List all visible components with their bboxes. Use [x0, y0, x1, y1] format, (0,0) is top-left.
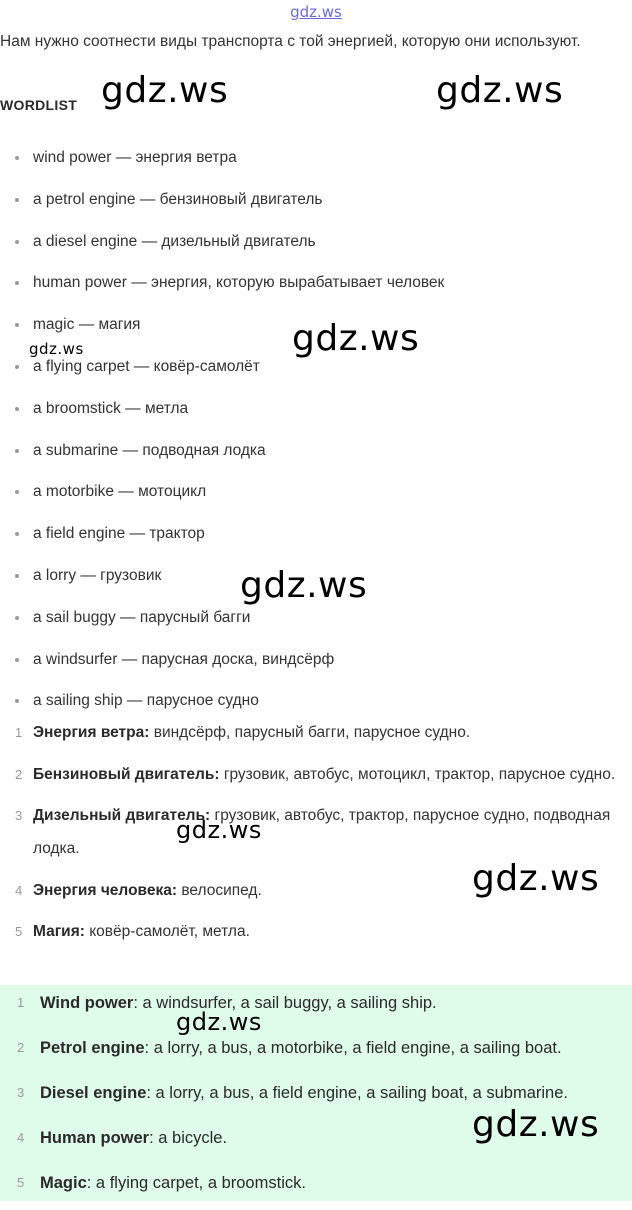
answer-term: Дизельный двигатель: [33, 807, 211, 824]
wordlist-item-text: a field engine — трактор [33, 525, 205, 543]
answer-term: Магия: [33, 923, 85, 940]
bullet-icon [15, 449, 19, 453]
answer-item [0, 1030, 568, 1075]
answer-number: 1 [15, 725, 23, 740]
watermark: gdz.ws [436, 70, 564, 111]
watermark: gdz.ws [176, 816, 262, 844]
answer-item [0, 758, 625, 791]
bullet-icon [15, 574, 19, 578]
wordlist-item [0, 555, 444, 597]
answer-item [0, 915, 625, 948]
wordlist-item-text: a submarine — подводная лодка [33, 441, 266, 459]
watermark: gdz.ws [176, 1008, 262, 1036]
wordlist-item [0, 513, 444, 555]
watermark: gdz.ws [101, 70, 229, 111]
answer-term: Petrol engine [40, 1039, 145, 1057]
wordlist-item-text: human power — энергия, которую вырабатывает человек [33, 274, 445, 292]
wordlist-item-text: magic — магия [33, 316, 141, 334]
answer-text: : a bicycle. [149, 1129, 228, 1147]
wordlist-item [0, 597, 444, 639]
wordlist-item [0, 262, 444, 304]
answer-text: : a flying carpet, a broomstick. [86, 1174, 306, 1192]
answer-text: : a lorry, a bus, a field engine, a sailing boat, a submarine. [146, 1084, 568, 1102]
answer-term: Бензиновый двигатель: [33, 765, 220, 783]
russian-answer-list [0, 716, 625, 957]
bullet-icon [15, 198, 19, 202]
answer-number: 3 [15, 808, 23, 823]
watermark: gdz.ws [292, 318, 420, 359]
watermark: gdz.ws [472, 858, 600, 899]
wordlist-item [0, 471, 444, 513]
answer-item [0, 985, 568, 1030]
answer-number: 4 [17, 1130, 25, 1145]
site-link[interactable]: gdz.ws [290, 3, 342, 21]
answer-term: Энергия человека: [33, 881, 178, 899]
english-answer-list [0, 985, 568, 1210]
watermark: gdz.ws [240, 565, 368, 606]
bullet-icon [15, 532, 19, 536]
bullet-icon [15, 323, 19, 327]
watermark: gdz.ws [29, 340, 84, 358]
answer-number: 5 [17, 1175, 25, 1190]
bullet-icon [15, 616, 19, 620]
answer-text: грузовик, автобус, мотоцикл, трактор, парусное судно. [219, 765, 616, 783]
bullet-icon [15, 490, 19, 494]
answer-term: Diesel engine [40, 1084, 147, 1102]
wordlist-item-text: a lorry — грузовик [33, 566, 162, 584]
wordlist-item-text: a sailing ship — парусное судно [33, 692, 259, 710]
answer-item [0, 799, 625, 865]
intro-text: Нам нужно соотнести виды транспорта с той энергией, которую они используют. [0, 33, 581, 50]
answer-text: ковёр-самолёт, метла. [84, 923, 250, 940]
wordlist-item [0, 179, 444, 221]
answer-item [0, 716, 625, 749]
wordlist-item-text: a motorbike — мотоцикл [33, 483, 207, 501]
wordlist-item-text: a broomstick — метла [33, 399, 189, 417]
bullet-icon [15, 365, 19, 369]
answer-item [0, 1165, 568, 1210]
wordlist-heading: WORDLIST [0, 97, 78, 113]
bullet-icon [15, 156, 19, 160]
bullet-icon [15, 407, 19, 411]
answer-term: Энергия ветра: [33, 724, 150, 741]
bullet-icon [15, 699, 19, 703]
bullet-icon [15, 281, 19, 285]
answer-number: 5 [15, 924, 23, 939]
answer-number: 2 [17, 1040, 25, 1055]
answer-text: грузовик, автобус, трактор, парусное судно, подводная лодка. [33, 807, 611, 857]
wordlist-item [0, 137, 444, 179]
answer-text: : a lorry, a bus, a motorbike, a field engine, a sailing boat. [144, 1039, 562, 1057]
answer-term: Wind power [40, 994, 134, 1012]
answer-text: велосипед. [177, 881, 262, 899]
bullet-icon [15, 658, 19, 662]
watermark: gdz.ws [472, 1104, 600, 1145]
wordlist-item [0, 430, 444, 472]
wordlist [0, 137, 444, 722]
wordlist-item-text: wind power — энергия ветра [33, 149, 237, 166]
answer-number: 3 [17, 1085, 25, 1100]
wordlist-item-text: a petrol engine — бензиновый двигатель [33, 190, 323, 208]
wordlist-item-text: a diesel engine — дизельный двигатель [33, 232, 316, 250]
answer-text: : a windsurfer, a sail buggy, a sailing ship. [133, 994, 437, 1012]
bullet-icon [15, 240, 19, 244]
answer-term: Human power [40, 1129, 150, 1147]
wordlist-item [0, 388, 444, 430]
wordlist-item-text: a windsurfer — парусная доска, виндсёрф [33, 650, 335, 668]
answer-text: виндсёрф, парусный багги, парусное судно. [149, 724, 471, 741]
wordlist-item [0, 639, 444, 681]
answer-number: 2 [15, 766, 23, 782]
wordlist-item-text: a flying carpet — ковёр-самолёт [33, 357, 260, 375]
answer-term: Magic [40, 1174, 87, 1192]
answer-number: 1 [17, 995, 25, 1010]
wordlist-item-text: a sail buggy — парусный багги [33, 608, 251, 626]
answer-number: 4 [15, 882, 23, 898]
wordlist-item [0, 221, 444, 263]
